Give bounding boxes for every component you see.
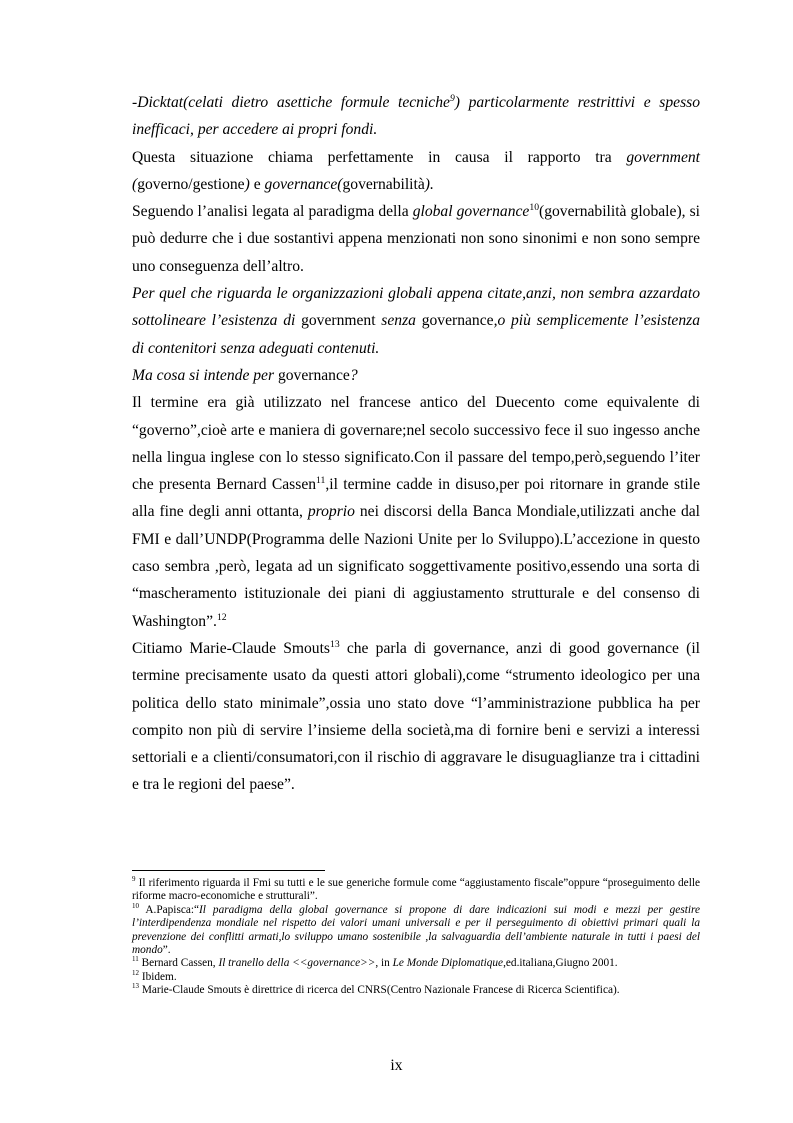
text-run: e — [253, 175, 265, 193]
footnote-reference: 11 — [132, 955, 139, 964]
text-run: Marie-Claude Smouts è direttrice di ricerca del CNRS(Centro Nazionale Francese di Ricerca Scientifica). — [139, 984, 620, 997]
footnote-reference: 10 — [529, 202, 540, 213]
text-run: senza — [381, 312, 422, 330]
paragraph-3 — [132, 198, 700, 280]
page-number: ix — [390, 1057, 403, 1074]
footnote-4 — [132, 971, 700, 984]
text-run: ”. — [162, 944, 171, 957]
footnote-3 — [132, 957, 700, 970]
footnote-reference: 12 — [132, 969, 139, 978]
text-run: nei discorsi della Banca Mondiale,utilizzati anche dal FMI e dall’UNDP(Programma delle Nazioni Unite per lo Sviluppo).L’accezione in questo caso sembra ,però, legata ad un significato soggettivamente positivo,essendo una sorta di “mascheramento istituzionale dei piani di aggiustamento strutturale e del consenso di Washington”. — [132, 503, 700, 630]
text-run: proprio — [307, 503, 355, 521]
text-run: governance — [421, 312, 494, 330]
text-run: A.Papisca:“ — [139, 903, 200, 916]
text-run: Ibidem. — [139, 970, 177, 983]
text-run: , in — [375, 957, 393, 970]
text-run: Ma cosa si intende per — [132, 366, 278, 384]
text-run: ) — [244, 175, 254, 193]
text-run: ,o più semplicemente l’esistenza di contenitori senza adeguati contenuti. — [132, 312, 700, 357]
text-run: governo/gestione — [137, 175, 245, 193]
text-run: government — [301, 312, 382, 330]
text-run: Questa situazione chiama perfettamente in causa il rapporto tra — [132, 148, 627, 166]
paragraph-4 — [132, 280, 700, 362]
paragraph-1 — [132, 89, 700, 144]
text-run: Seguendo l’analisi legata al paradigma della — [132, 203, 413, 221]
footnote-5 — [132, 984, 700, 997]
footnote-reference: 9 — [132, 875, 136, 884]
text-run: governance( — [264, 175, 343, 193]
text-run: Il paradigma della global governance si propone di dare indicazioni sui modi e mezzi per gestire l’interdipendenza mondiale nel rispetto dei valori umani universali e per il perseguimento di obiettivi primari quali la prevenzione dei conflitti armati,lo sviluppo umano sostenibile ,la salvaguardia dell’ambiente naturale in tutti i paesi del mondo — [132, 903, 700, 957]
paragraph-2 — [132, 144, 700, 199]
text-run: governance — [277, 366, 350, 384]
text-run: government ( — [132, 148, 700, 193]
footnote-reference: 10 — [132, 902, 139, 911]
text-run: Per quel che riguarda le organizzazioni globali appena citate,anzi, non sembra azzardato sottolineare l’esistenza di — [132, 285, 700, 330]
text-run: global governance — [412, 203, 530, 221]
text-run: che parla di governance, anzi di good governance (il termine precisamente usato da questi attori globali),come “strumento ideologico per una politica dello stato minimale”,ossia uno stato dove “l’amministrazione pubblica ha per compito non più di servire l’insieme della società,ma di fornire beni e servizi a interessi settoriali e a clienti/consumatori,con il rischio di aggravare le disuguaglianze tra i cittadini e tra le regioni del paese”. — [132, 639, 700, 794]
footnote-separator — [132, 870, 325, 871]
text-run: (governabilità globale), si può dedurre che i due sostantivi appena menzionati non sono sinonimi e non sono sempre uno conseguenza dell’altro. — [132, 203, 700, 275]
text-run: Le Monde Diplomatique — [392, 957, 504, 970]
footnote-reference: 13 — [330, 638, 340, 650]
text-run: ,il termine cadde in disuso,per poi ritornare in grande stile alla fine degli anni ottanta, — [132, 476, 700, 521]
footnotes — [132, 877, 700, 998]
text-run: governabilità — [342, 175, 425, 193]
text-run: ? — [349, 366, 358, 384]
text-run: Il tranello della <<governance>> — [218, 957, 376, 970]
text-run: ). — [424, 175, 434, 193]
footnote-reference: 12 — [216, 611, 227, 623]
text-run: ,ed.italiana,Giugno 2001. — [503, 957, 618, 970]
footnote-2 — [132, 904, 700, 958]
text-run: ) particolarmente restrittivi e spesso inefficaci, per accedere ai propri fondi. — [132, 94, 701, 139]
footnote-reference: 9 — [449, 92, 455, 104]
body-text — [132, 89, 700, 799]
footnote-1 — [132, 877, 700, 904]
text-run: Citiamo Marie-Claude Smouts — [132, 639, 330, 657]
footnote-reference: 11 — [316, 474, 326, 486]
text-run: Il termine era già utilizzato nel francese antico del Duecento come equivalente di “governo”,cioè arte e maniera di governare;nel secolo successivo fece il suo ingesso anche nella lingua inglese con lo stesso significato.Con il passare del tempo,però,seguendo l’iter che presenta Bernard Cassen — [132, 394, 700, 494]
text-run: Bernard Cassen, — [138, 957, 219, 970]
paragraph-5 — [132, 362, 700, 389]
text-run: -Dicktat(celati dietro asettiche formule tecniche — [132, 94, 450, 111]
paragraph-7 — [132, 635, 700, 799]
text-run: Il riferimento riguarda il Fmi su tutti e le sue generiche formule come “aggiustamento fiscale”oppure “proseguimento delle riforme macro-economiche e strutturali”. — [132, 877, 700, 903]
footnote-reference: 13 — [132, 982, 139, 991]
paragraph-6 — [132, 389, 700, 635]
